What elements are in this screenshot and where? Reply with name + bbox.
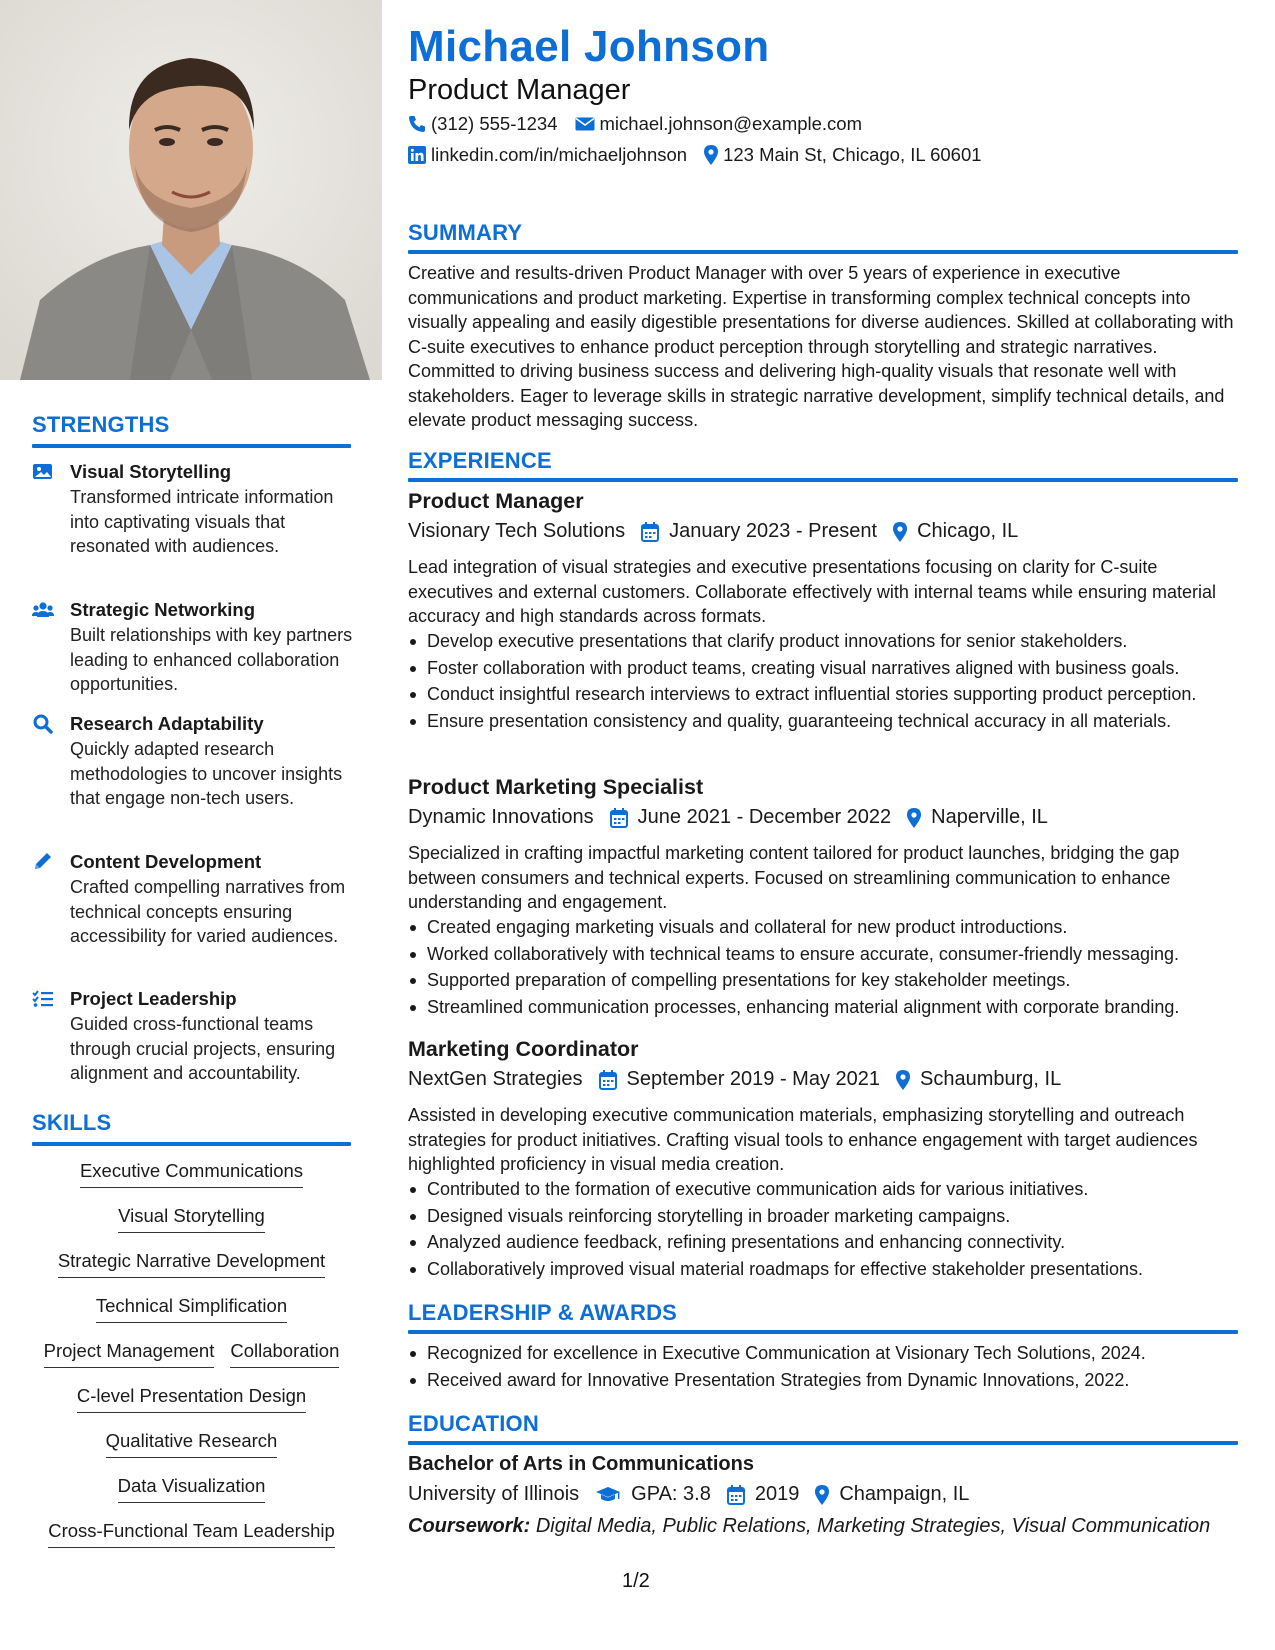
contact-row	[408, 113, 879, 135]
job-description: Lead integration of visual strategies and executive presentations focusing on clarity for C-suite executives and external customers. Collaborate effectively with internal teams while ensuring material accuracy and high standards across formats.	[408, 557, 1217, 626]
strength-desc: Transformed intricate information into captivating visuals that resonated with audiences.	[70, 487, 334, 556]
page-number: 1/2	[622, 1570, 650, 1592]
email-contact[interactable]	[575, 113, 863, 135]
job-title: Product Marketing Specialist	[408, 775, 704, 799]
linkedin-link[interactable]: linkedin.com/in/michaeljohnson	[431, 144, 688, 165]
degree-title: Bachelor of Arts in Communications	[408, 1453, 754, 1475]
summary-heading: SUMMARY	[408, 220, 523, 245]
strength-title: Strategic Networking	[70, 599, 256, 620]
education-gpa	[595, 1483, 711, 1506]
strengths-divider	[32, 444, 351, 448]
map-pin-icon	[893, 522, 907, 542]
candidate-name: Michael Johnson	[408, 22, 770, 71]
education-location	[815, 1483, 969, 1506]
awards-list	[408, 1341, 1238, 1394]
job-bullet: Ensure presentation consistency and quality, guaranteeing technical accuracy in all materials.	[408, 709, 1238, 734]
strength-desc: Crafted compelling narratives from technical concepts ensuring accessibility for varied audiences.	[70, 877, 346, 946]
job-bullets	[408, 629, 1238, 735]
graduation-cap-icon	[595, 1486, 621, 1504]
job-location-text: Chicago, IL	[917, 520, 1019, 542]
search-icon	[32, 714, 54, 734]
school-name: University of Illinois	[408, 1483, 580, 1505]
contact-row	[408, 144, 999, 166]
address-contact	[704, 144, 982, 166]
job-location-text: Naperville, IL	[931, 806, 1048, 828]
map-pin-icon	[704, 145, 718, 165]
award-item: Received award for Innovative Presentation Strategies from Dynamic Innovations, 2022.	[408, 1368, 1238, 1393]
skill-row	[32, 1293, 351, 1323]
strength-desc: Built relationships with key partners leading to enhanced collaboration opportunities.	[70, 625, 353, 694]
job-bullet: Worked collaboratively with technical teams to ensure accurate, consumer-friendly messaging.	[408, 942, 1238, 967]
education-year	[727, 1483, 800, 1506]
candidate-title: Product Manager	[408, 74, 631, 106]
job-bullets	[408, 915, 1238, 1021]
map-pin-icon	[907, 808, 921, 828]
job-meta	[408, 806, 1064, 829]
pencil-icon	[32, 852, 54, 872]
skill-row	[32, 1473, 351, 1503]
job-meta	[408, 520, 1034, 543]
email-link[interactable]: michael.johnson@example.com	[599, 113, 863, 134]
image-icon	[32, 462, 54, 482]
job-bullet: Streamlined communication processes, enhancing material alignment with corporate branding.	[408, 995, 1238, 1020]
skill-tag: Data Visualization	[118, 1473, 266, 1503]
linkedin-icon	[408, 146, 426, 164]
year-text: 2019	[754, 1483, 800, 1505]
job-dates	[599, 1068, 881, 1091]
job-location	[907, 806, 1048, 829]
skill-tag: Project Management	[44, 1338, 215, 1368]
skill-tag: Qualitative Research	[106, 1428, 278, 1458]
calendar-icon	[641, 522, 659, 542]
envelope-icon	[575, 116, 595, 132]
skill-row	[32, 1338, 351, 1368]
skill-row	[32, 1203, 351, 1233]
skill-tag: Collaboration	[230, 1338, 339, 1368]
job-meta	[408, 1068, 1077, 1091]
coursework	[408, 1515, 1210, 1538]
job-bullet: Supported preparation of compelling presentations for key stakeholder meetings.	[408, 968, 1238, 993]
strength-title: Visual Storytelling	[70, 461, 232, 482]
strengths-heading: STRENGTHS	[32, 412, 170, 437]
list-check-icon	[32, 989, 54, 1009]
job-bullet: Analyzed audience feedback, refining presentations and enhancing connectivity.	[408, 1230, 1238, 1255]
job-bullet: Created engaging marketing visuals and collateral for new product introductions.	[408, 915, 1238, 940]
job-title: Product Manager	[408, 489, 584, 513]
job-location	[893, 520, 1018, 543]
skill-row	[32, 1383, 351, 1413]
job-bullet: Develop executive presentations that clarify product innovations for senior stakeholders.	[408, 629, 1238, 654]
award-item: Recognized for excellence in Executive Communication at Visionary Tech Solutions, 2024.	[408, 1341, 1238, 1366]
experience-divider	[408, 478, 1238, 482]
phone-contact	[408, 113, 558, 135]
awards-divider	[408, 1330, 1238, 1334]
strength-title: Content Development	[70, 851, 262, 872]
education-location-text: Champaign, IL	[839, 1483, 970, 1505]
job-company: Dynamic Innovations	[408, 806, 594, 828]
job-bullet: Contributed to the formation of executive communication aids for various initiatives.	[408, 1177, 1238, 1202]
coursework-label: Coursework:	[408, 1515, 531, 1537]
experience-heading: EXPERIENCE	[408, 448, 552, 473]
map-pin-icon	[815, 1485, 829, 1505]
skill-row	[32, 1518, 351, 1548]
map-pin-icon	[896, 1070, 910, 1090]
job-bullet: Foster collaboration with product teams, creating visual narratives aligned with business goals.	[408, 656, 1238, 681]
job-dates-text: September 2019 - May 2021	[626, 1068, 881, 1090]
education-heading: EDUCATION	[408, 1411, 539, 1436]
job-description: Assisted in developing executive communication materials, emphasizing storytelling and outreach strategies for product initiatives. Crafting visual tools to enhance engagement with target audiences highlighted proficiency in visual media creation.	[408, 1105, 1198, 1174]
job-title: Marketing Coordinator	[408, 1037, 639, 1061]
skill-tag: Technical Simplification	[96, 1293, 287, 1323]
calendar-icon	[727, 1485, 745, 1505]
strength-desc: Quickly adapted research methodologies to uncover insights that engage non-tech users.	[70, 739, 343, 808]
summary-divider	[408, 250, 1238, 254]
users-icon	[32, 600, 54, 620]
job-dates-text: June 2021 - December 2022	[637, 806, 892, 828]
job-location-text: Schaumburg, IL	[920, 1068, 1062, 1090]
strength-title: Project Leadership	[70, 988, 237, 1009]
gpa-text: GPA: 3.8	[631, 1483, 711, 1505]
job-bullet: Designed visuals reinforcing storytelling in broader marketing campaigns.	[408, 1204, 1238, 1229]
education-meta	[408, 1483, 985, 1506]
job-bullet: Collaboratively improved visual material roadmaps for effective stakeholder presentations.	[408, 1257, 1238, 1282]
sidebar	[0, 0, 382, 1650]
calendar-icon	[610, 808, 628, 828]
address-text: 123 Main St, Chicago, IL 60601	[723, 144, 982, 165]
job-dates	[641, 520, 877, 543]
job-dates	[610, 806, 892, 829]
job-company: Visionary Tech Solutions	[408, 520, 626, 542]
skill-tag: Executive Communications	[80, 1158, 303, 1188]
skill-tag: Visual Storytelling	[118, 1203, 265, 1233]
skill-tag: Cross-Functional Team Leadership	[48, 1518, 335, 1548]
skills-heading: SKILLS	[32, 1110, 112, 1135]
summary-text: Creative and results-driven Product Manager with over 5 years of experience in executive communications and product marketing. Expertise in transforming complex technical concepts into visually appealing and easily digestible presentations for diverse audiences. Skilled at collaborating with C-suite executives to enhance product perception through storytelling and strategic narratives. Committed to driving business success and delivering high-quality visuals that resonate well with stakeholders. Eager to leverage skills in strategic narrative development, simplify technical details, and elevate product messaging success.	[408, 263, 1234, 430]
linkedin-contact[interactable]	[408, 144, 687, 166]
job-dates-text: January 2023 - Present	[669, 520, 878, 542]
job-company: NextGen Strategies	[408, 1068, 583, 1090]
profile-photo	[0, 0, 382, 380]
education-divider	[408, 1441, 1238, 1445]
skill-tag: Strategic Narrative Development	[58, 1248, 325, 1278]
job-bullet: Conduct insightful research interviews to extract influential stories supporting product perception.	[408, 682, 1238, 707]
job-location	[896, 1068, 1061, 1091]
skill-row	[32, 1248, 351, 1278]
skill-row	[32, 1158, 351, 1188]
phone-text: (312) 555-1234	[431, 113, 558, 134]
strength-title: Research Adaptability	[70, 713, 264, 734]
awards-heading: LEADERSHIP & AWARDS	[408, 1300, 678, 1325]
job-bullets	[408, 1177, 1238, 1283]
skills-divider	[32, 1142, 351, 1146]
job-description: Specialized in crafting impactful marketing content tailored for product launches, bridging the gap between consumers and technical experts. Focused on streamlining communication to enhance understanding and engagement.	[408, 843, 1180, 912]
coursework-text: Digital Media, Public Relations, Marketing Strategies, Visual Communication	[535, 1515, 1211, 1537]
phone-icon	[408, 115, 426, 133]
calendar-icon	[599, 1070, 617, 1090]
skill-tag: C-level Presentation Design	[77, 1383, 306, 1413]
strength-desc: Guided cross-functional teams through crucial projects, ensuring alignment and accountability.	[70, 1014, 336, 1083]
skill-row	[32, 1428, 351, 1458]
